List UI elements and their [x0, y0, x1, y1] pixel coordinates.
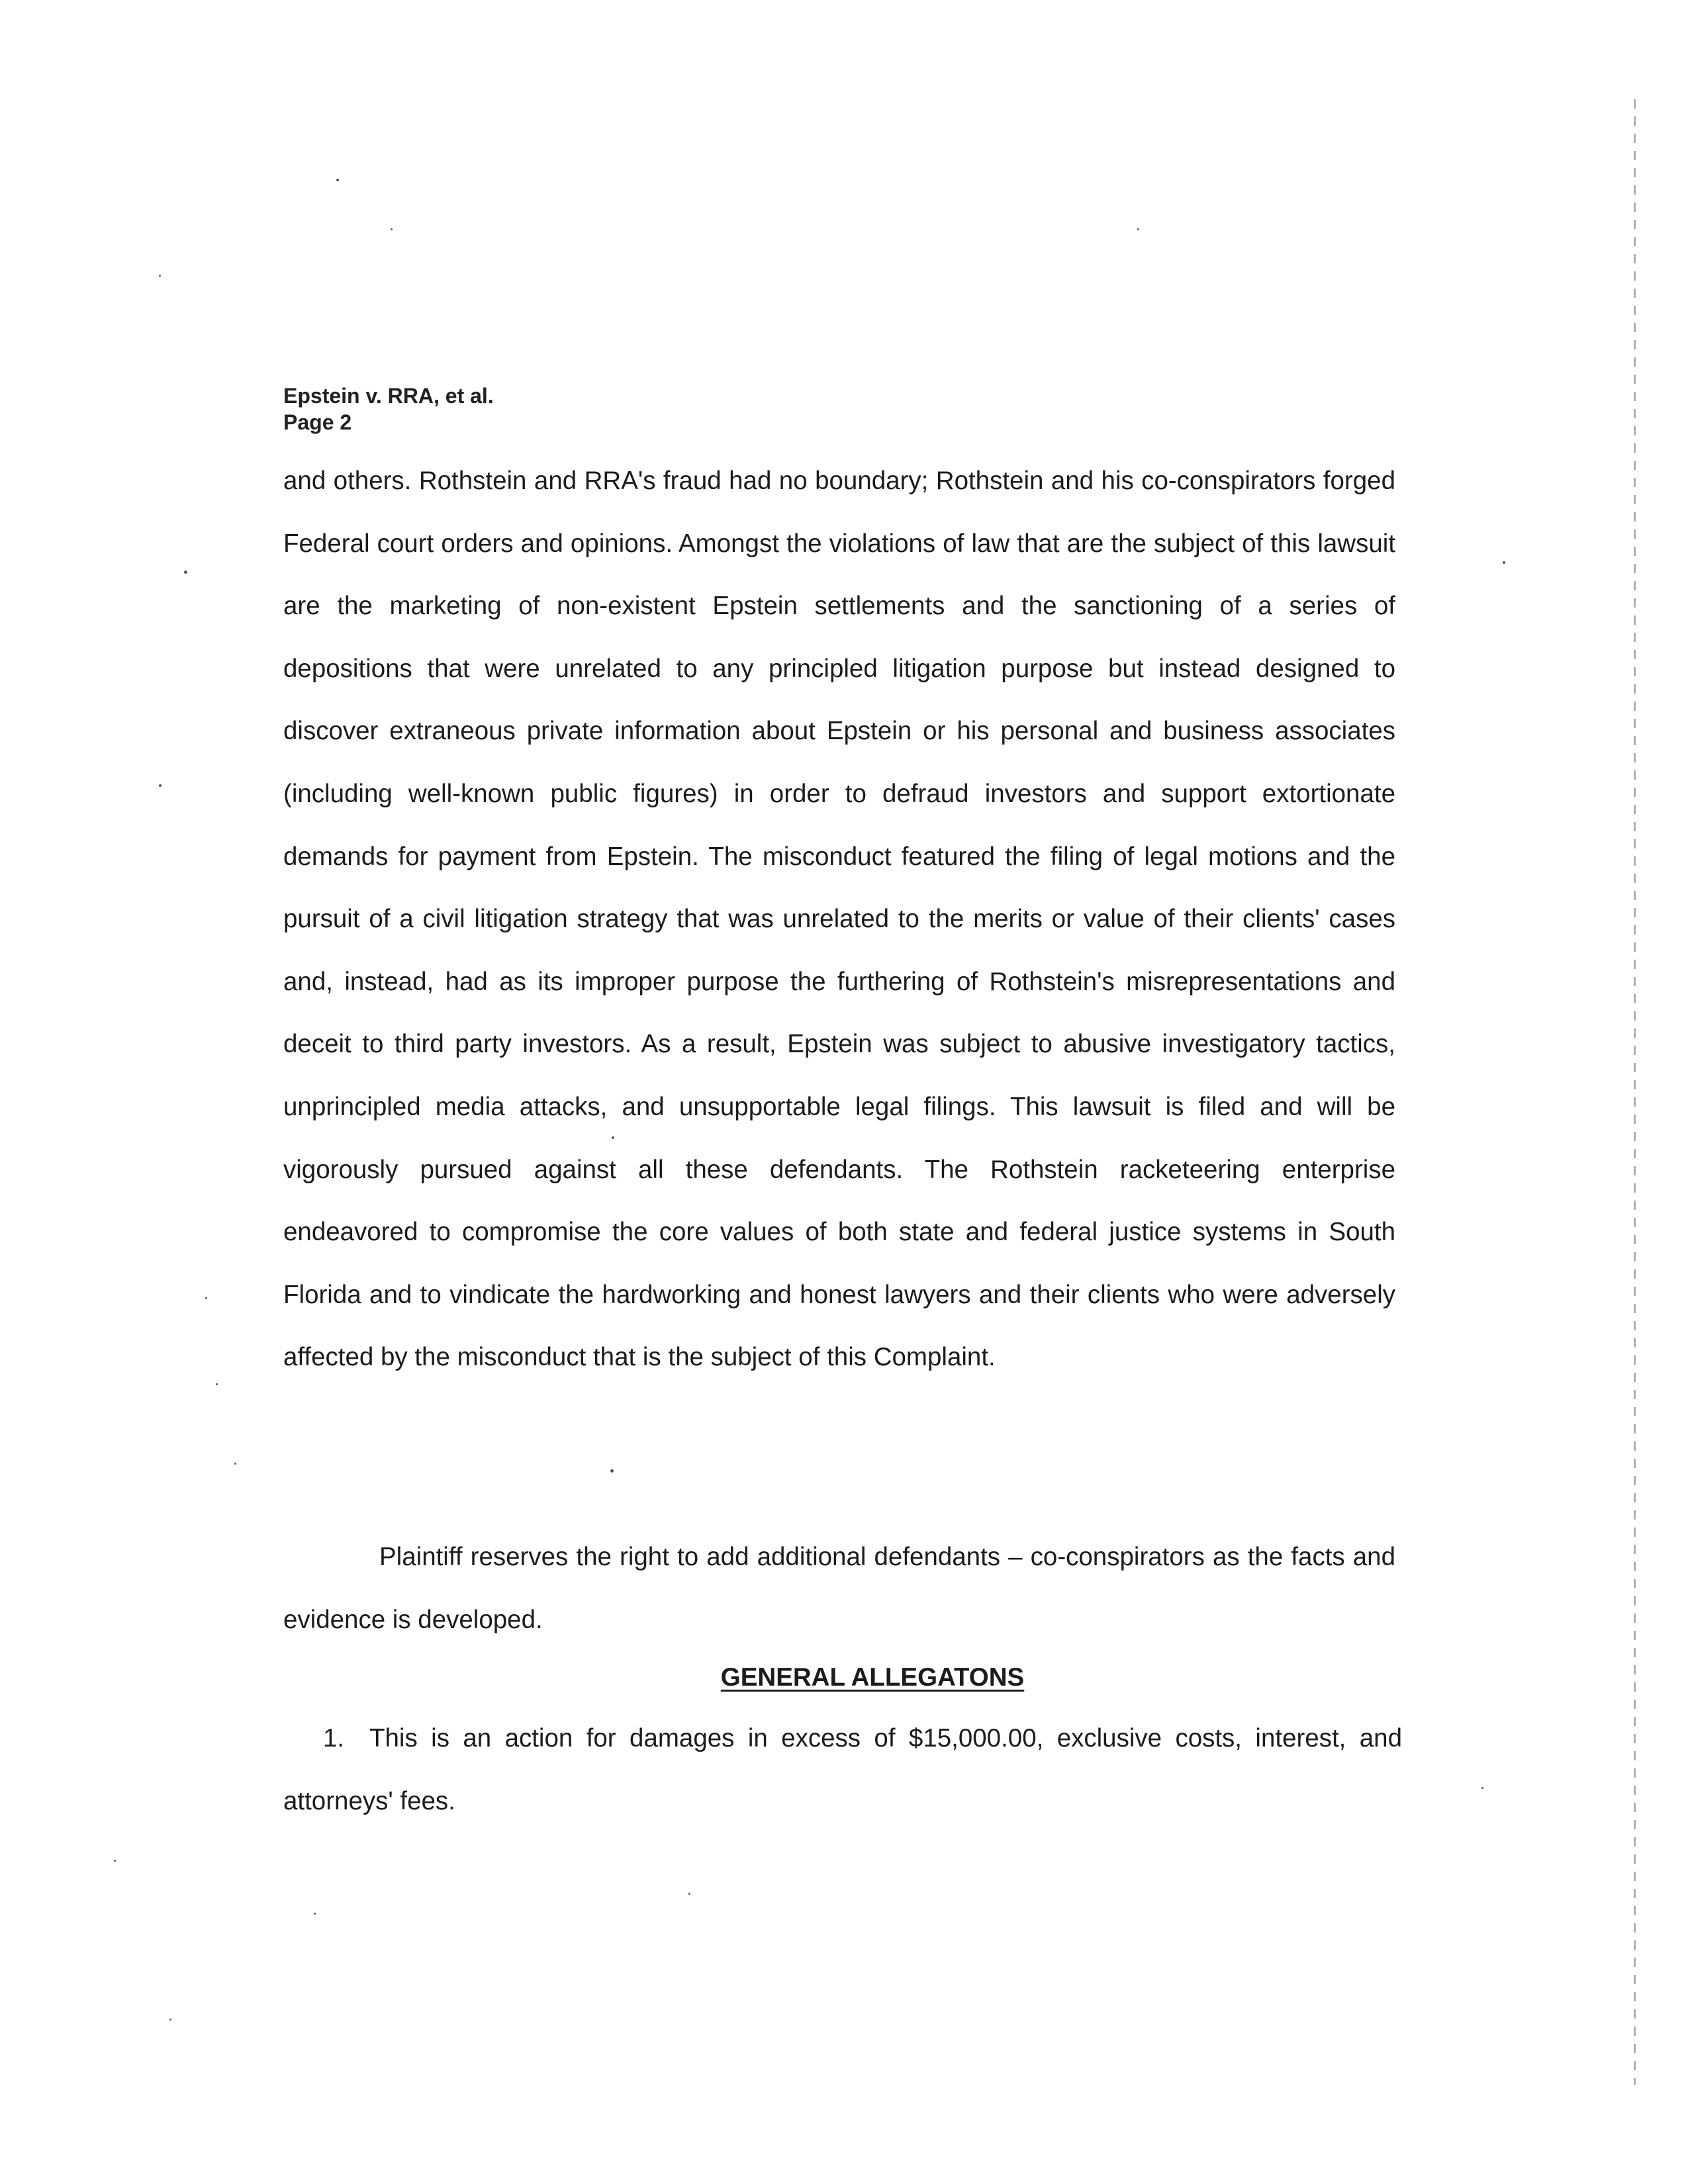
body-paragraph-1: and others. Rothstein and RRA's fraud had no boundary; Rothstein and his co-conspirators forged Federal court orders and opinions. Amongst the violations of law that are the subject of this lawsuit are the marketing of non-existent Epstein settlements and the sanctioning of a series of depositions that were unrelated to any principled litigation purpose but instead designed to discover extraneous private information about Epstein or his personal and business associates (including well-known public figures) in order to defraud investors and support extortionate demands for payment from Epstein. The misconduct featured the filing of legal motions and the pursuit of a civil litigation strategy that was unrelated to the merits or value of their clients' cases and, instead, had as its improper purpose the furthering of Rothstein's misrepresentations and deceit to third party investors. As a result, Epstein was subject to abusive investigatory tactics, unprincipled media attacks, and unsupportable legal filings. This lawsuit is filed and will be vigorously pursued against all these defendants. The Rothstein racketeering enterprise endeavored to compromise the core values of both state and federal justice systems in South Florida and to vindicate the hardworking and honest lawyers and their clients who were adversely affected by the misconduct that is the subject of this Complaint. — [283, 467, 1395, 1372]
page-header — [283, 383, 494, 435]
scan-edge-line — [1634, 99, 1636, 2085]
body-paragraph-2: Plaintiff reserves the right to add additional defendants – co-conspirators as the facts and evidence is developed. — [283, 1543, 1395, 1634]
scan-speck — [612, 1136, 614, 1139]
scan-speck — [184, 570, 187, 574]
scan-speck — [391, 228, 393, 230]
scan-speck — [336, 179, 339, 181]
scan-speck — [159, 784, 162, 787]
scan-speck — [610, 1469, 614, 1473]
case-caption: Epstein v. RRA, et al. — [283, 384, 494, 408]
scan-speck — [234, 1463, 236, 1465]
scan-speck — [169, 2019, 171, 2021]
scan-speck — [159, 275, 161, 277]
allegation-item — [283, 1707, 1402, 1833]
scan-speck — [1481, 1787, 1483, 1789]
scan-speck — [216, 1383, 218, 1385]
scan-speck — [114, 1860, 116, 1862]
scan-speck — [1503, 561, 1505, 564]
scan-speck — [205, 1297, 207, 1299]
page-number: Page 2 — [283, 410, 352, 434]
scan-speck — [314, 1913, 316, 1915]
scan-speck — [1137, 228, 1139, 230]
allegation-text: This is an action for damages in excess of $15,000.00, exclusive costs, interest, and attorneys' fees. — [283, 1724, 1402, 1815]
scan-speck — [688, 1893, 690, 1895]
section-heading: GENERAL ALLEGATONS — [720, 1663, 1025, 1692]
allegation-number: 1. — [323, 1724, 345, 1752]
